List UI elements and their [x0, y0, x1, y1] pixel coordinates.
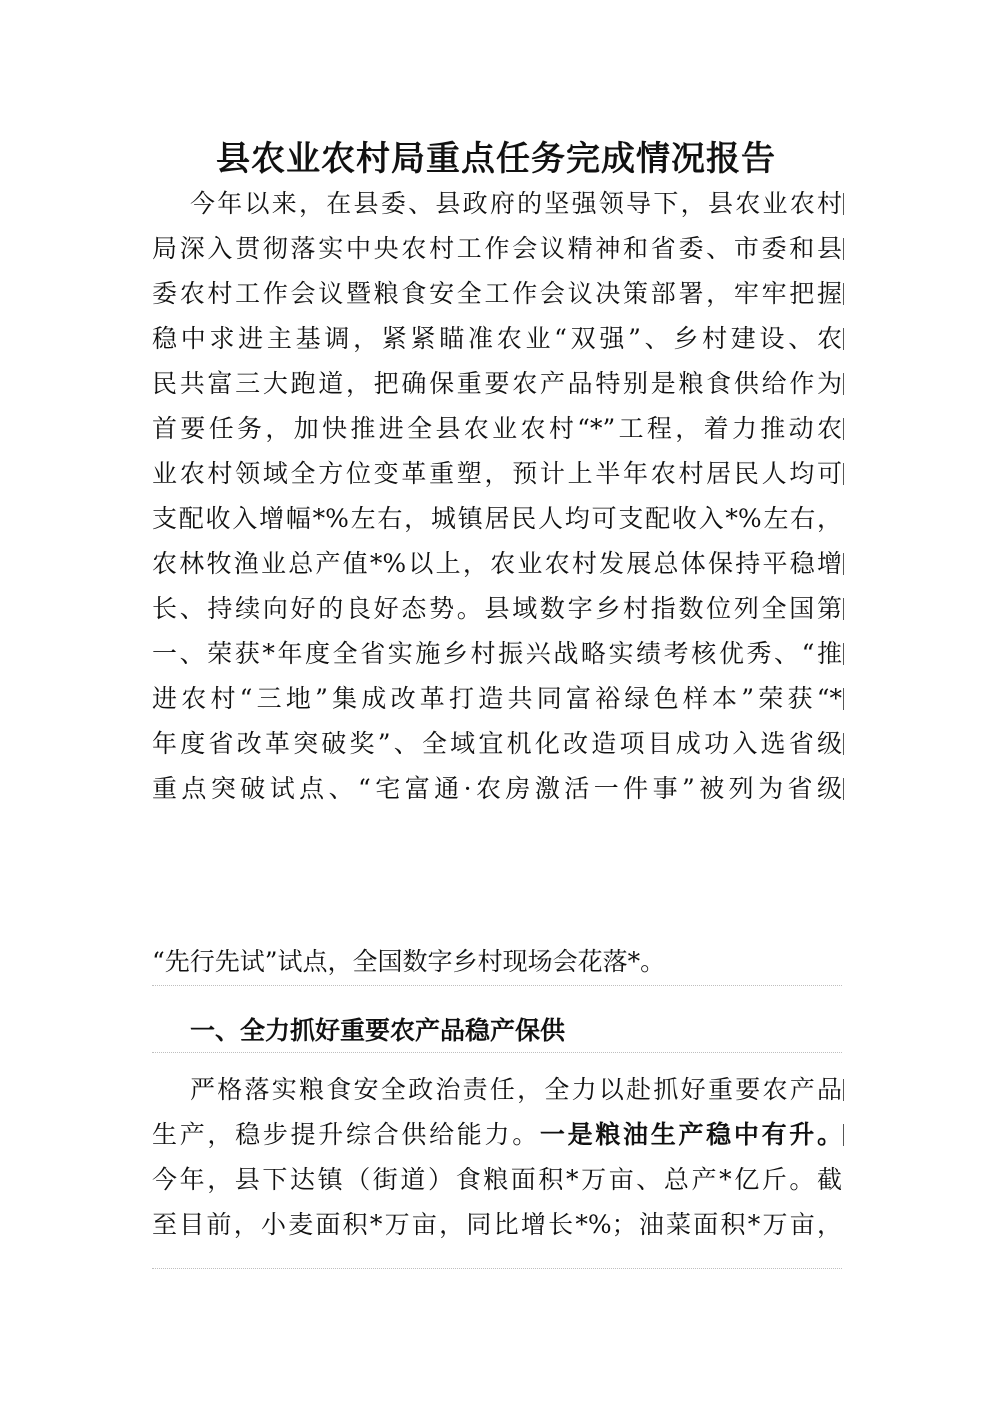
margin-mark	[843, 688, 844, 710]
margin-mark	[843, 463, 844, 485]
intro-line-14: 重点突破试点、“宅富通·农房激活一件事”被列为省级	[152, 774, 842, 803]
section1-line-2-text: 生产，稳步提升综合供给能力。	[152, 1120, 540, 1149]
section-divider	[152, 1268, 842, 1269]
intro-line-2: 局深入贯彻落实中央农村工作会议精神和省委、市委和县	[152, 234, 842, 263]
margin-mark	[843, 238, 844, 260]
margin-mark	[843, 328, 844, 350]
intro-line-6: 首要任务，加快推进全县农业农村“*”工程，着力推动农	[152, 414, 842, 443]
intro-line-8: 支配收入增幅*%左右，城镇居民人均可支配收入*%左右，	[152, 504, 842, 533]
intro-line-10: 长、持续向好的良好态势。县域数字乡村指数位列全国第	[152, 594, 842, 623]
margin-mark	[843, 598, 844, 620]
intro-line-11: 一、荣获*年度全省实施乡村振兴战略实绩考核优秀、“推	[152, 639, 842, 668]
margin-mark	[843, 193, 844, 215]
intro-line-1: 今年以来，在县委、县政府的坚强领导下，县农业农村	[190, 189, 842, 218]
section1-highlight: 一是粮油生产稳中有升。	[539, 1120, 842, 1149]
section-divider	[152, 1052, 842, 1053]
section1-line-2	[152, 1113, 842, 1157]
intro-line-3: 委农村工作会议暨粮食安全工作会议决策部署，牢牢把握	[152, 279, 842, 308]
intro-line-5: 民共富三大跑道，把确保重要农产品特别是粮食供给作为	[152, 369, 842, 398]
intro-line-15: “先行先试”试点，全国数字乡村现场会花落*。	[152, 947, 666, 976]
intro-line-12: 进农村“三地”集成改革打造共同富裕绿色样本”荣获“*	[152, 684, 842, 713]
section-divider	[152, 985, 842, 986]
margin-mark	[843, 283, 844, 305]
margin-mark	[843, 733, 844, 755]
document-title: 县农业农村局重点任务完成情况报告	[216, 139, 776, 179]
section-heading: 一、全力抓好重要农产品稳产保供	[190, 1016, 566, 1045]
section1-line-1: 严格落实粮食安全政治责任，全力以赴抓好重要农产品	[190, 1075, 842, 1104]
intro-line-9: 农林牧渔业总产值*%以上，农业农村发展总体保持平稳增	[152, 549, 842, 578]
margin-mark	[843, 643, 844, 665]
section1-line-3: 今年，县下达镇（街道）食粮面积*万亩、总产*亿斤。截	[152, 1165, 842, 1194]
margin-mark	[843, 418, 844, 440]
intro-line-7: 业农村领域全方位变革重塑，预计上半年农村居民人均可	[152, 459, 842, 488]
intro-line-13: 年度省改革突破奖”、全域宜机化改造项目成功入选省级	[152, 729, 842, 758]
intro-line-4: 稳中求进主基调，紧紧瞄准农业“双强”、乡村建设、农	[152, 324, 842, 353]
margin-mark	[843, 778, 844, 800]
margin-mark	[843, 1124, 844, 1146]
margin-mark	[843, 553, 844, 575]
margin-mark	[843, 1079, 844, 1101]
margin-mark	[843, 373, 844, 395]
section1-line-4: 至目前，小麦面积*万亩，同比增长*%；油菜面积*万亩，	[152, 1210, 842, 1239]
